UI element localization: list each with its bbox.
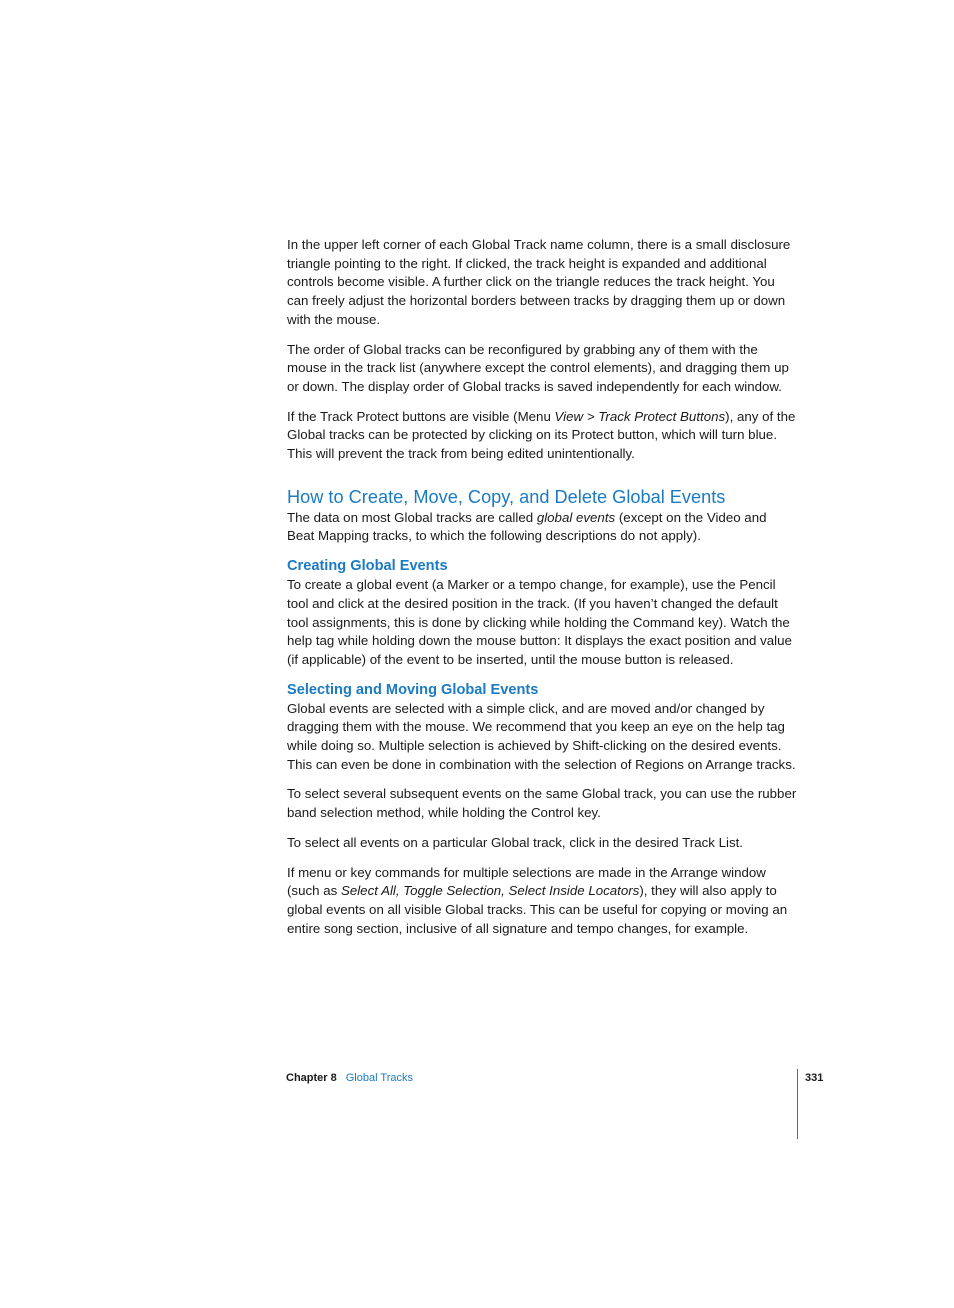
- footer-chapter-title: Global Tracks: [345, 1072, 413, 1084]
- intro-paragraph-2: The order of Global tracks can be reconfigured by grabbing any of them with the mouse in the track list (anywhere except the control elements), and dragging them up or down. The display order of Global tracks is saved independently for each window.: [287, 341, 789, 394]
- section-paragraph-1: [287, 509, 797, 546]
- selection-commands: Select All, Toggle Selection, Select Inside Locators: [340, 883, 640, 899]
- section-heading: How to Create, Move, Copy, and Delete Global Events: [287, 486, 726, 507]
- intro-paragraph-3: [287, 408, 797, 464]
- creating-heading: Creating Global Events: [287, 558, 448, 575]
- section-p1-before: The data on most Global tracks are called: [287, 509, 537, 525]
- selecting-paragraph-1: Global events are selected with a simple click, and are moved and/or changed by dragging them with the mouse. We recommend that you keep an eye on the help tag while doing so. Multiple selection is achieved by Shift-clicking on the desired events. This can even be done in combination with the selection of Regions on Arrange tracks.: [287, 700, 796, 772]
- footer-chapter: Chapter 8: [286, 1072, 337, 1084]
- selecting-p4-after: ), they will also apply to global events on all visible Global tracks. This can be useful for copying or moving an entire song section, inclusive of all signature and tempo changes, for example.: [287, 883, 788, 936]
- intro-p3-after: ), any of the Global tracks can be protected by clicking on its Protect button, which will turn blue. This will prevent the track from being edited unintentionally.: [287, 408, 796, 462]
- selecting-heading: Selecting and Moving Global Events: [287, 681, 539, 698]
- creating-paragraph-1: To create a global event (a Marker or a tempo change, for example), use the Pencil tool and click at the desired position in the track. (If you haven’t changed the default tool assignments, this is done by clicking while holding the Command key). Watch the help tag while holding down the mouse button: It displays the exact position and value (if applicable) of the event to be inserted, until the mouse button is released.: [287, 577, 792, 667]
- page-number: 331: [805, 1072, 824, 1084]
- page-footer: [286, 1071, 413, 1085]
- footer-divider: [797, 1069, 798, 1139]
- section-p1-after: (except on the Video and Beat Mapping tracks, to which the following descriptions do not apply).: [287, 509, 767, 544]
- intro-p3-before: If the Track Protect buttons are visible (Menu: [287, 408, 555, 424]
- selecting-paragraph-3: To select all events on a particular Global track, click in the desired Track List.: [287, 834, 743, 850]
- selecting-p4-before: If menu or key commands for multiple selections are made in the Arrange window (such as: [287, 864, 766, 899]
- menu-path: View > Track Protect Buttons: [554, 408, 726, 424]
- selecting-paragraph-4: [287, 864, 797, 939]
- intro-paragraph-1: In the upper left corner of each Global Track name column, there is a small disclosure triangle pointing to the right. If clicked, the track height is expanded and additional controls become visible. A further click on the triangle reduces the track height. You can freely adjust the horizontal borders between tracks by dragging them up or down with the mouse.: [287, 237, 791, 327]
- selecting-paragraph-2: To select several subsequent events on the same Global track, you can use the rubber band selection method, while holding the Control key.: [287, 786, 797, 821]
- global-events-term: global events: [536, 509, 616, 525]
- page-content: [287, 236, 797, 949]
